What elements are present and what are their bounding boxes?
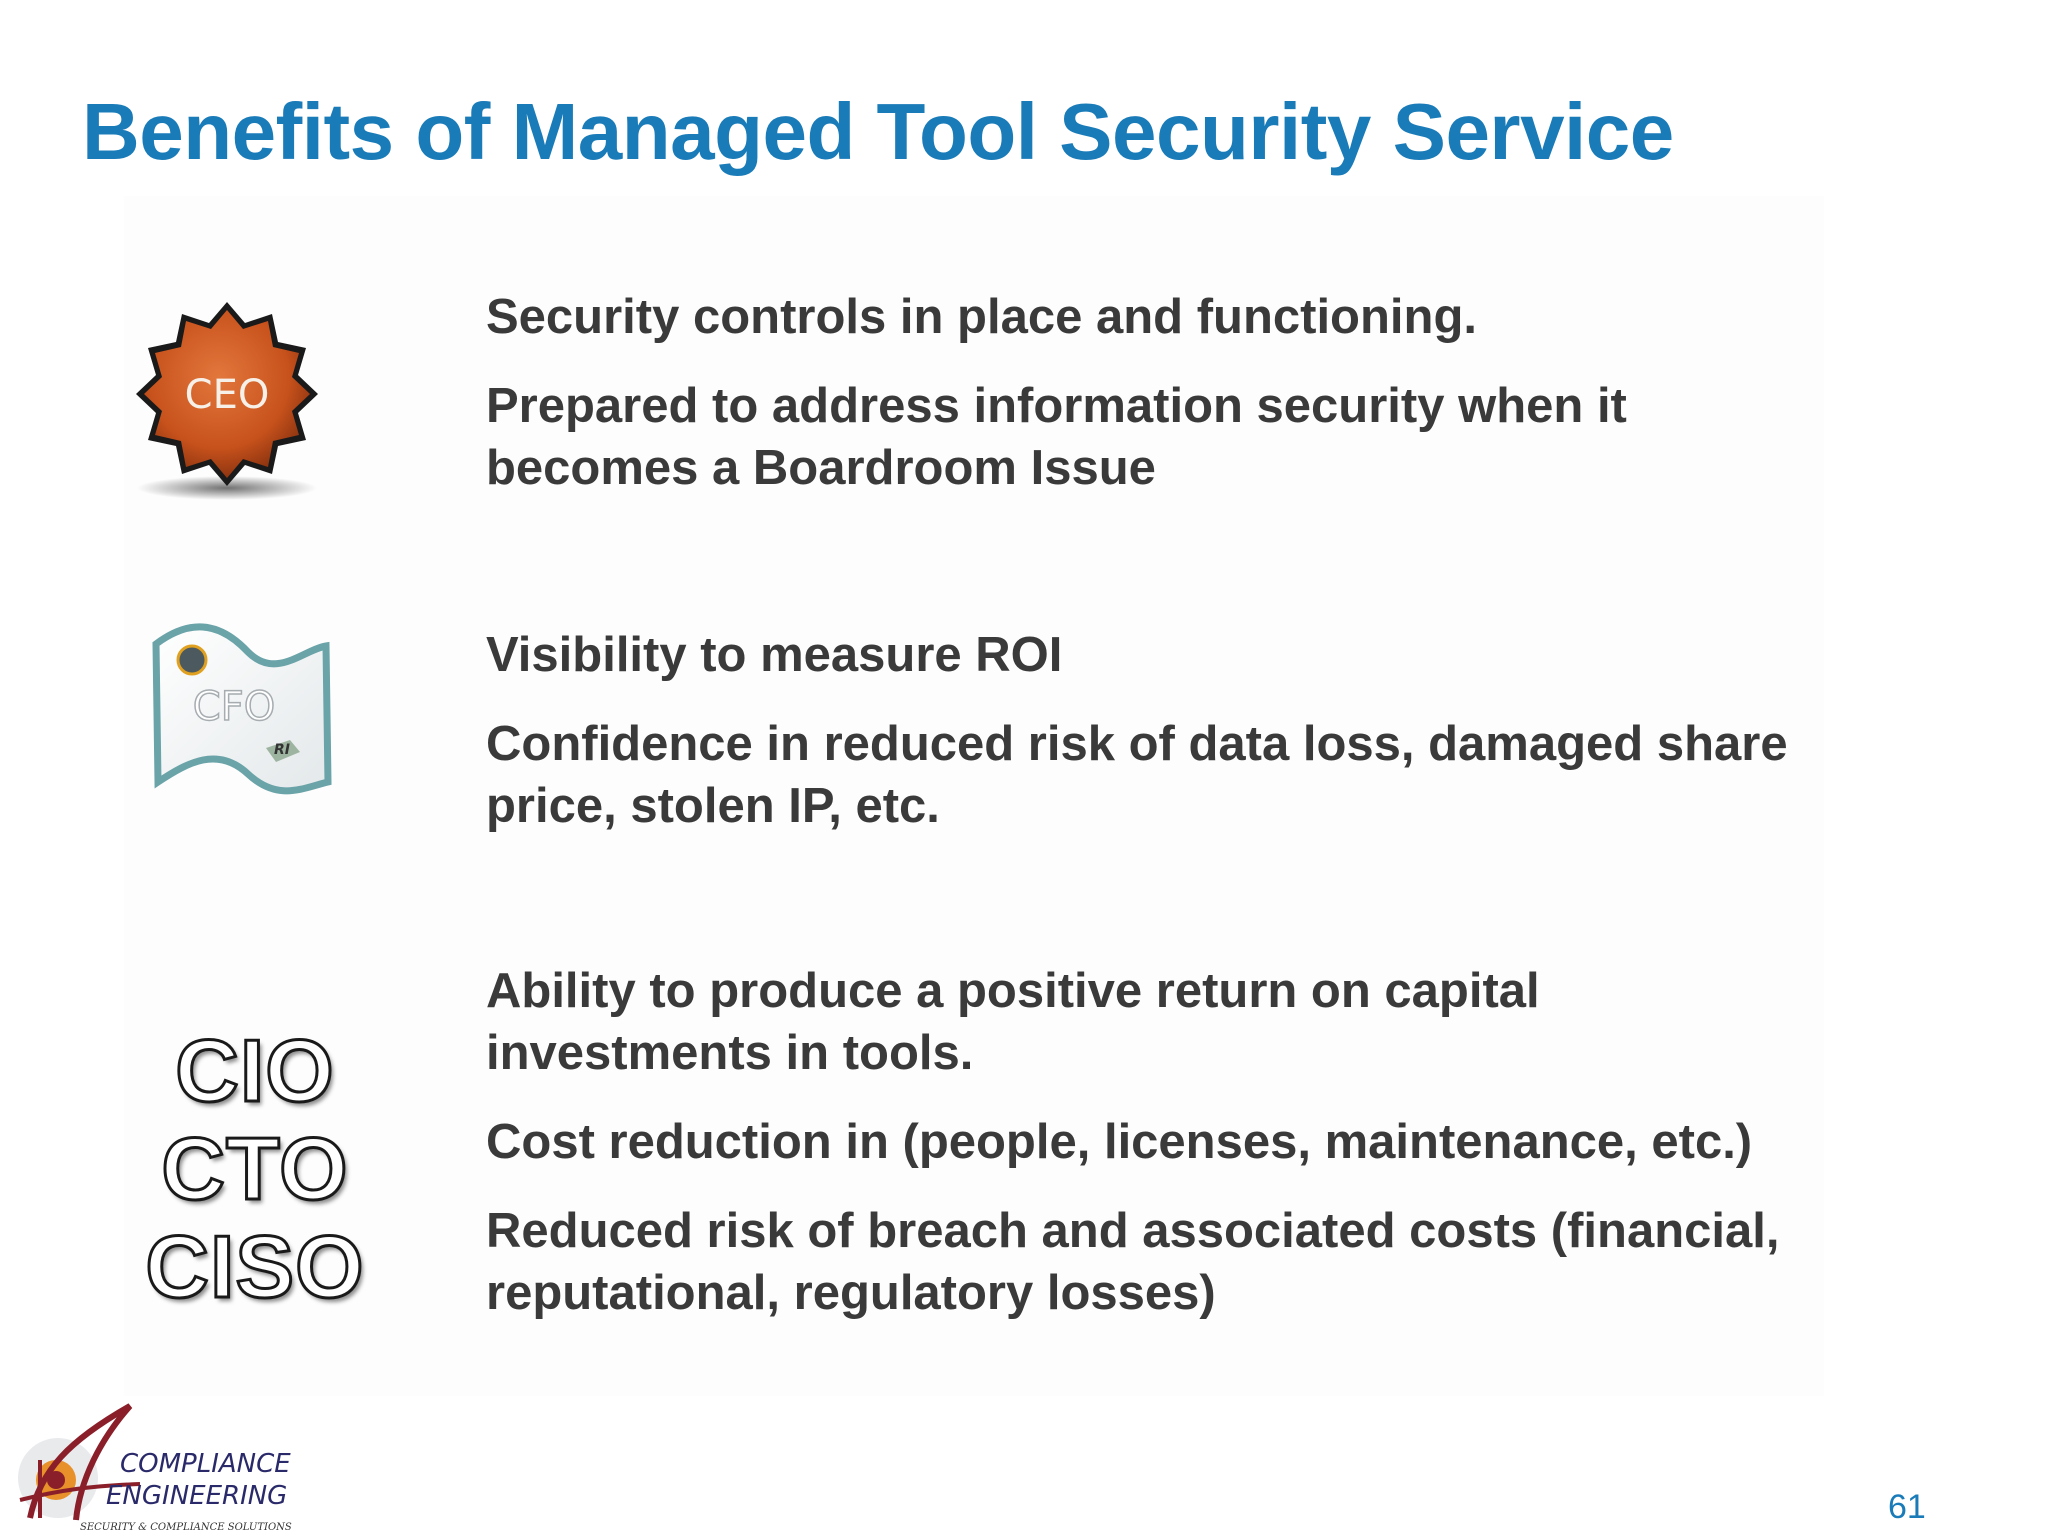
cfo-benefits [486,624,1906,864]
cfo-roi-label: RI [274,742,290,758]
benefit-text: Cost reduction in (people, licenses, maintenance, etc.) [486,1115,1753,1169]
benefit-text: Prepared to address information security when it becomes a Boardroom Issue [486,379,1627,495]
benefit-text: Reduced risk of breach and associated costs (financial, reputational, regulatory losses) [486,1204,1780,1320]
slide-title: Benefits of Managed Tool Security Service [82,87,1674,176]
company-logo [10,1400,292,1536]
role-cto: CTO [161,1119,349,1218]
role-ciso: CISO [145,1217,365,1316]
role-cio: CIO [175,1021,335,1120]
logo-tagline: SECURITY & COMPLIANCE SOLUTIONS [80,1522,292,1533]
cio-cto-ciso-benefits [486,960,1906,1351]
benefit-text: Security controls in place and functioning. [486,290,1478,344]
cfo-flag-icon [148,622,338,804]
logo-line1: COMPLIANCE [120,1449,291,1479]
ceo-badge-icon [132,296,322,506]
page-number: 61 [1888,1488,1926,1526]
ceo-label: CEO [184,372,270,418]
role-labels [130,1022,380,1316]
ceo-benefits [486,286,1906,526]
logo-line2: ENGINEERING [106,1481,288,1511]
benefit-text: Visibility to measure ROI [486,628,1063,682]
cfo-label: CFO [192,684,276,730]
benefit-text: Confidence in reduced risk of data loss, damaged share price, stolen IP, etc. [486,717,1788,833]
benefit-text: Ability to produce a positive return on capital investments in tools. [486,964,1540,1080]
